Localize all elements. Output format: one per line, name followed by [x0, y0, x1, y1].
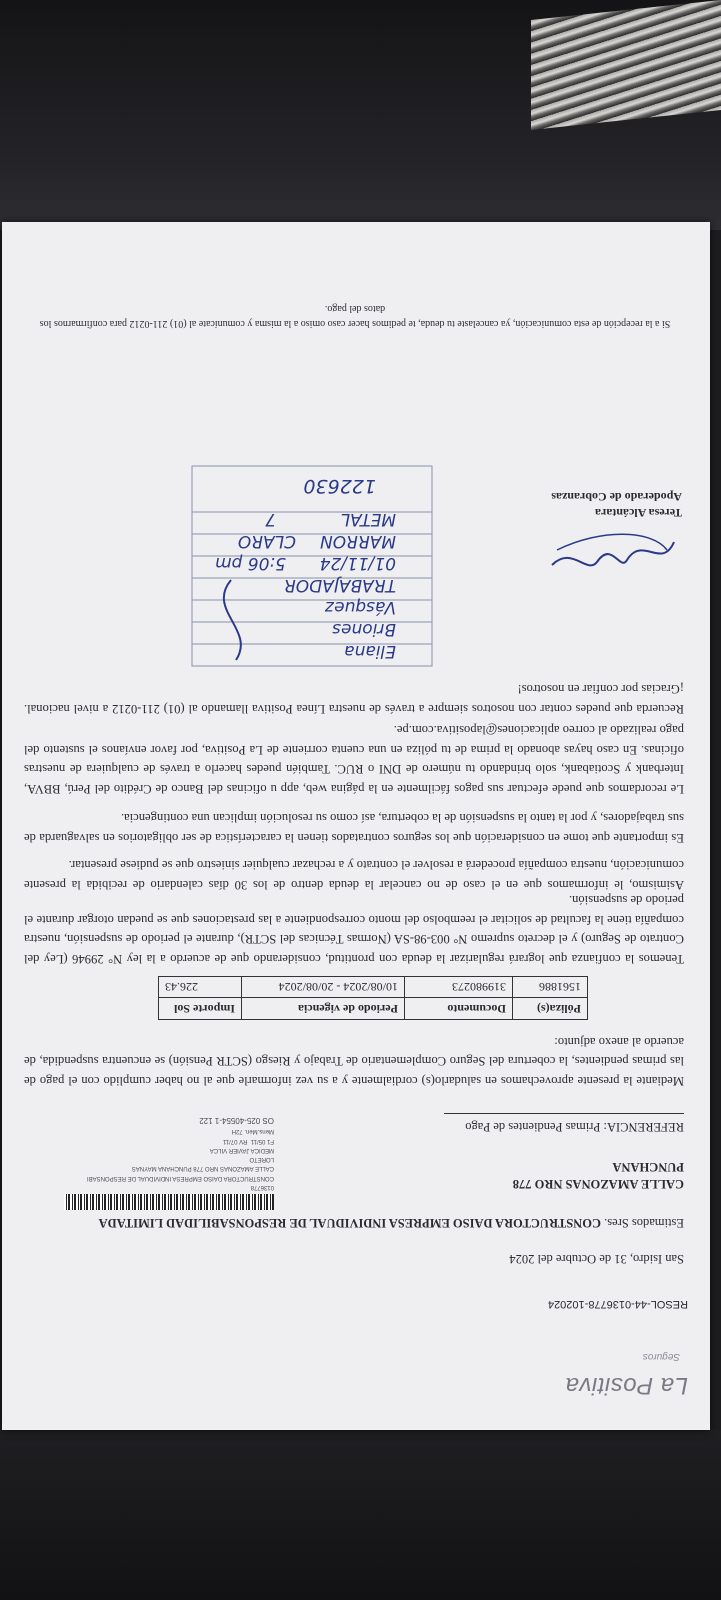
paragraph-resolution: Asimismo, le informamos que en el caso de no cancelar la deuda dentro de los 30 días calendario de recibida la presente comunicación, nuestra compañía procederá a resolver el contrato y a rechazar cualquier siniestro que se pudiese presentar. — [24, 858, 684, 892]
handwritten-entry: 5:06 pm — [215, 553, 286, 573]
subject-divider — [444, 1113, 684, 1114]
subject-line: REFERENCIA: Primas Pendientes de Pago — [465, 1120, 684, 1134]
table-row — [159, 976, 588, 998]
reference-code: RESOL-44-0136778-102024 — [547, 1298, 688, 1310]
handwritten-entry: Vásquez — [325, 597, 396, 617]
table-header: Documento — [405, 998, 513, 1020]
table-header: Póliza(s) — [513, 998, 588, 1020]
car-floor-background — [0, 1430, 721, 1600]
label-os: OS 025-40554-1 122 — [199, 1115, 274, 1125]
footer-note: Si a la recepción de esta comunicación, ya cancelaste tu deuda, te pedimos hacer caso omiso a la misma y comunícate al (01) 211-0212 para confirmarnos los datos del pago. — [39, 303, 671, 329]
table-cell: 226.43 — [159, 976, 242, 998]
handwritten-entry: TRABAJADOR — [283, 575, 396, 595]
table-header: Importe Sol — [159, 998, 242, 1020]
paragraph-importance: Es importante que tome en consideración que los seguros contratados tienen la característica de ser obligatorios en salvaguarda de sus trabajadores, y por la tanto la suspensión de la cobertura, así como su resolución implican una contingencia. — [24, 811, 684, 845]
policy-table — [158, 976, 588, 1020]
handwritten-entry: MARRON — [319, 531, 396, 551]
address-line: CALLE AMAZONAS NRO 778 — [512, 1177, 684, 1191]
address-line: PUNCHANA — [612, 1160, 684, 1175]
letter-date: San Isidro, 31 de Octubre del 2024 — [509, 1252, 684, 1266]
company-name: CONSTRUCTORA DAISO EMPRESA INDIVIDUAL DE RESPONSABILIDAD LIMITADA — [98, 1216, 602, 1230]
signature — [532, 520, 682, 590]
brand-name: La Positiva — [565, 1372, 688, 1399]
paragraph-payment: Le recordamos que puede efectuar sus pagos fácilmente en la página web, app u oficinas del Banco de Crédito del Perú, BBVA, Interbank y Scotiabank, solo brindando tu número de DNI o RUC. También puedes hacerlo a través de cualquiera de nuestras oficinas. En caso hayas abonado la prima de tu póliza en una cuenta corriente de La Positiva, por favor envíanos el sustento del pago realizado al correo aplicaciones@lapositiva.com.pe. — [24, 723, 684, 796]
table-header-row — [159, 998, 588, 1020]
car-seat-background — [0, 0, 721, 230]
table-cell: 10/08/2024 - 20/08/2024 — [242, 976, 405, 998]
label-agent: MEDICA JAVIER VILCA — [209, 1146, 274, 1153]
mailing-label: 0136778 CONSTRUCTORA DAISO EMPRESA INDIVIDUAL DE RESPONSABI CALLE AMAZONAS NRO 778 PUNCHANA MAYNAS LORETO MEDICA JAVIER VILCA F1 05/11 RV 07/11 Mens.Men. 72H OS 025-40554-1 122 — [34, 1092, 274, 1210]
handwritten-entry: Eliana — [344, 641, 396, 661]
reception-stamp — [186, 460, 436, 670]
handwritten-entry: 7 — [265, 509, 276, 529]
table-cell: 1561886 — [513, 976, 588, 998]
handwritten-entry: METAL — [340, 509, 396, 529]
table-cell: 319980273 — [405, 976, 513, 998]
greeting: Estimados Sres. CONSTRUCTORA DAISO EMPRESA INDIVIDUAL DE RESPONSABILIDAD LIMITADA — [98, 1216, 684, 1230]
seat-vent-grille — [531, 0, 721, 130]
barcode — [64, 1194, 274, 1210]
table-header: Periodo de vigencia — [242, 998, 405, 1020]
handwritten-entry: 01/11/24 — [319, 553, 396, 573]
signature-block — [532, 489, 682, 590]
paragraph-intro: Mediante la presente aprovechamos en saludarlo(s) cordialmente y a su vez informarle que al no haber cumplido con el pago de las primas pendientes, la cobertura del Seguro Complementario de Trabajo y Riesgo (SCTR Pensión) se encuentra suspendida, de acuerdo al anexo adjunto: — [24, 1034, 684, 1088]
label-mens: Mens.Men. 72H — [231, 1128, 274, 1135]
paragraph-contact: Recuerda que puedes contar con nosotros siempre a través de nuestra Línea Positiva llamando al (01) 211-0212 a nivel nacional. ¡Gracias por confiar en nosotros! — [24, 682, 684, 716]
handwritten-entry: Briones — [332, 619, 396, 639]
handwritten-entry: 122630 — [303, 475, 376, 497]
label-street: CALLE AMAZONAS NRO 778 PUNCHANA MAYNAS — [131, 1165, 274, 1172]
label-region: LORETO — [249, 1156, 274, 1163]
brand-subtitle: Seguros — [642, 1350, 680, 1362]
brand-logo — [565, 1347, 688, 1404]
label-name: CONSTRUCTORA DAISO EMPRESA INDIVIDUAL DE RESPONSABI — [86, 1174, 274, 1181]
address-block — [513, 1158, 684, 1192]
signatory-title: Apoderado de Cobranzas — [551, 490, 682, 505]
handwritten-entry: CLARO — [237, 531, 296, 551]
signatory-name: Teresa Alcántara — [595, 506, 682, 520]
letter-sheet — [2, 222, 710, 1430]
paragraph-legal: Tenemos la confianza que logrará regularizar la deuda con prontitud, considerando que de acuerdo a la ley N° 29946 (Ley del Contrato de Seguro) y el decreto supremo N° 003-98-SA (Normas Técnicas del SCTR), durante el periodo de suspensión, nuestra compañía tiene la facultad de solicitar el reembolso del monto correspondiente a las prestaciones que se puedan otorgar durante el periodo de suspensión. — [24, 893, 684, 966]
label-code: 0136778 — [250, 1184, 274, 1190]
